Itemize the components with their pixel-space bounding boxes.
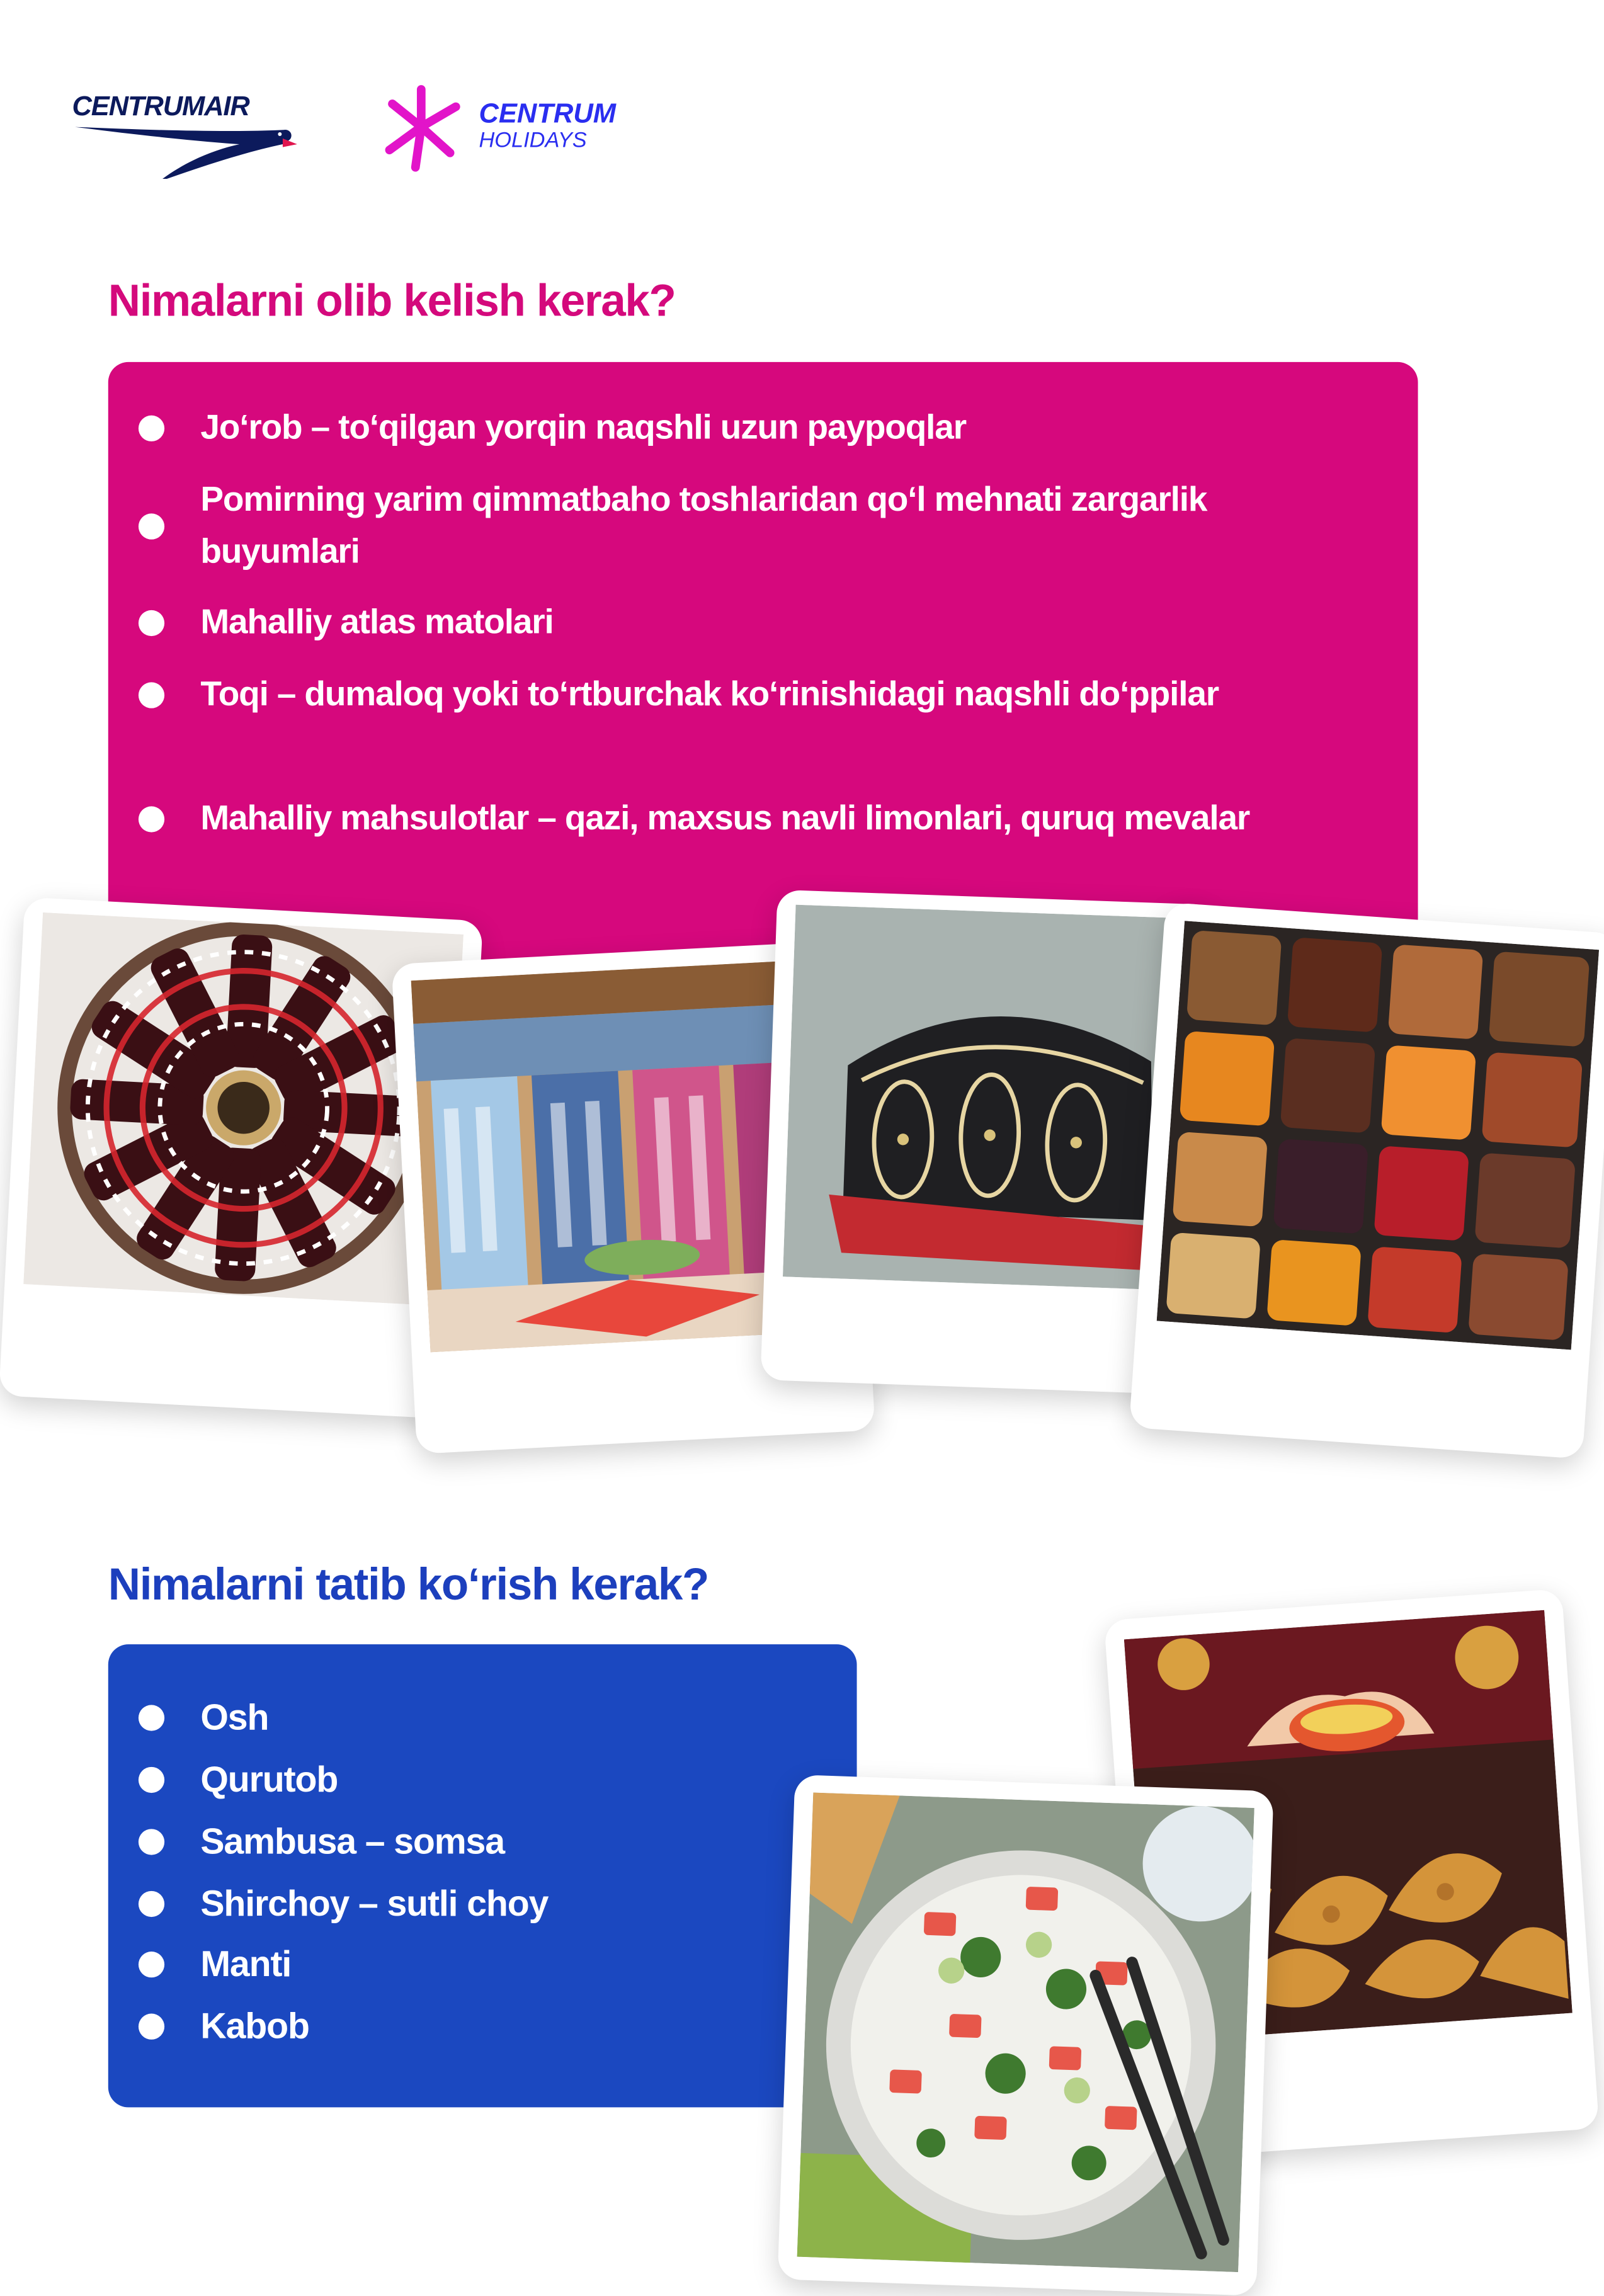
photo-dried-fruits — [1129, 902, 1604, 1459]
bullet — [139, 1705, 164, 1731]
doppi-image — [783, 905, 1197, 1291]
holidays-logo-line2: HOLIDAYS — [479, 128, 587, 153]
bullet — [139, 416, 164, 441]
taste-item-text: Shirchoy – sutli choy — [200, 1884, 549, 1924]
taste-item-text: Manti — [200, 1944, 292, 1985]
centrum-air-logo — [69, 89, 300, 179]
bring-item-toqi — [200, 669, 1297, 721]
bullet — [139, 1891, 164, 1917]
bring-item-text: Pomirning yarim qimmatbaho toshlaridan qo‘l mehnati zargarlik buyumlari — [200, 480, 1207, 572]
star-burst-icon — [381, 84, 474, 173]
bullet — [139, 2014, 164, 2040]
bring-panel — [108, 362, 1418, 982]
bullet — [139, 682, 164, 708]
bullet — [139, 1829, 164, 1855]
bring-item-jorob — [200, 402, 1297, 454]
bring-item-jewelry — [200, 475, 1297, 579]
taste-item-manti — [200, 1936, 806, 1994]
taste-item-text: Kabob — [200, 2006, 309, 2047]
dried-fruits-image — [1157, 921, 1599, 1350]
bullet — [139, 806, 164, 832]
taste-panel — [108, 1644, 857, 2107]
centrum-air-logo-text: CENTRUMAIR — [72, 92, 249, 123]
centrum-holidays-logo — [381, 84, 669, 173]
bullet — [139, 610, 164, 636]
taste-heading: Nimalarni tatib ko‘rish kerak? — [108, 1559, 708, 1610]
salad-image — [797, 1793, 1254, 2273]
holidays-logo-line1: CENTRUM — [479, 99, 617, 130]
bullet — [139, 1952, 164, 1977]
taste-item-text: Qurutob — [200, 1759, 338, 1800]
taste-item-osh — [200, 1689, 806, 1747]
taste-item-kabob — [200, 1998, 806, 2055]
taste-item-shirchoy — [200, 1875, 806, 1933]
taste-item-qurutob — [200, 1751, 806, 1809]
bring-item-text: Mahalliy mahsulotlar – qazi, maxsus navli limonlari, quruq mevalar — [200, 798, 1250, 838]
bullet — [139, 1767, 164, 1793]
taste-item-text: Osh — [200, 1697, 269, 1739]
bring-item-products — [200, 793, 1297, 845]
bring-item-text: Jo‘rob – to‘qilgan yorqin naqshli uzun paypoqlar — [200, 408, 966, 448]
bring-item-text: Mahalliy atlas matolari — [200, 603, 554, 642]
taste-item-sambusa — [200, 1813, 806, 1871]
swallow-icon — [69, 115, 300, 179]
taste-item-text: Sambusa – somsa — [200, 1821, 504, 1863]
bring-item-atlas — [200, 597, 1297, 649]
bullet — [139, 513, 164, 539]
bring-heading: Nimalarni olib kelish kerak? — [108, 275, 676, 326]
photo-salad — [778, 1775, 1274, 2296]
bring-item-text: Toqi – dumaloq yoki to‘rtburchak ko‘rinishidagi naqshli do‘ppilar — [200, 674, 1219, 714]
